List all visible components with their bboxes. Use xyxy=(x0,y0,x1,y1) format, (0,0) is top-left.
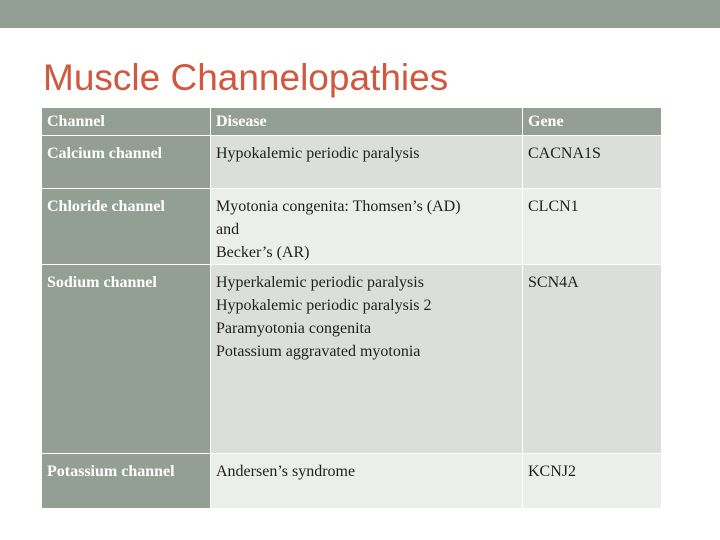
disease-line: Becker’s (AR) xyxy=(216,244,310,261)
gene-cell: KCNJ2 xyxy=(523,454,662,509)
channel-cell: Potassium channel xyxy=(42,454,211,509)
channelopathies-table xyxy=(41,107,662,509)
header-channel: Channel xyxy=(42,108,211,136)
gene-cell: CACNA1S xyxy=(523,136,662,189)
table-row-sodium xyxy=(42,265,662,454)
channel-cell: Calcium channel xyxy=(42,136,211,189)
disease-cell xyxy=(211,189,523,265)
disease-cell xyxy=(211,454,523,509)
header-disease: Disease xyxy=(211,108,523,136)
table-header-row xyxy=(42,108,662,136)
disease-cell xyxy=(211,136,523,189)
header-gene: Gene xyxy=(523,108,662,136)
slide-title: Muscle Channelopathies xyxy=(43,57,449,98)
channel-cell: Chloride channel xyxy=(42,189,211,265)
gene-cell: SCN4A xyxy=(523,265,662,454)
disease-line: Hypokalemic periodic paralysis 2 xyxy=(216,297,432,314)
disease-line: Andersen’s syndrome xyxy=(216,463,356,480)
disease-line: Paramyotonia congenita xyxy=(216,320,372,337)
disease-line: Myotonia congenita: Thomsen’s (AD) xyxy=(216,198,461,215)
table-row-chloride xyxy=(42,189,662,265)
table-row-calcium xyxy=(42,136,662,189)
disease-line: Hyperkalemic periodic paralysis xyxy=(216,274,424,291)
disease-line: and xyxy=(216,221,240,238)
disease-cell xyxy=(211,265,523,454)
channel-cell: Sodium channel xyxy=(42,265,211,454)
gene-cell: CLCN1 xyxy=(523,189,662,265)
table-row-potassium xyxy=(42,454,662,509)
disease-line: Hypokalemic periodic paralysis xyxy=(216,145,420,162)
top-accent-bar xyxy=(0,0,720,28)
disease-line: Potassium aggravated myotonia xyxy=(216,343,421,360)
